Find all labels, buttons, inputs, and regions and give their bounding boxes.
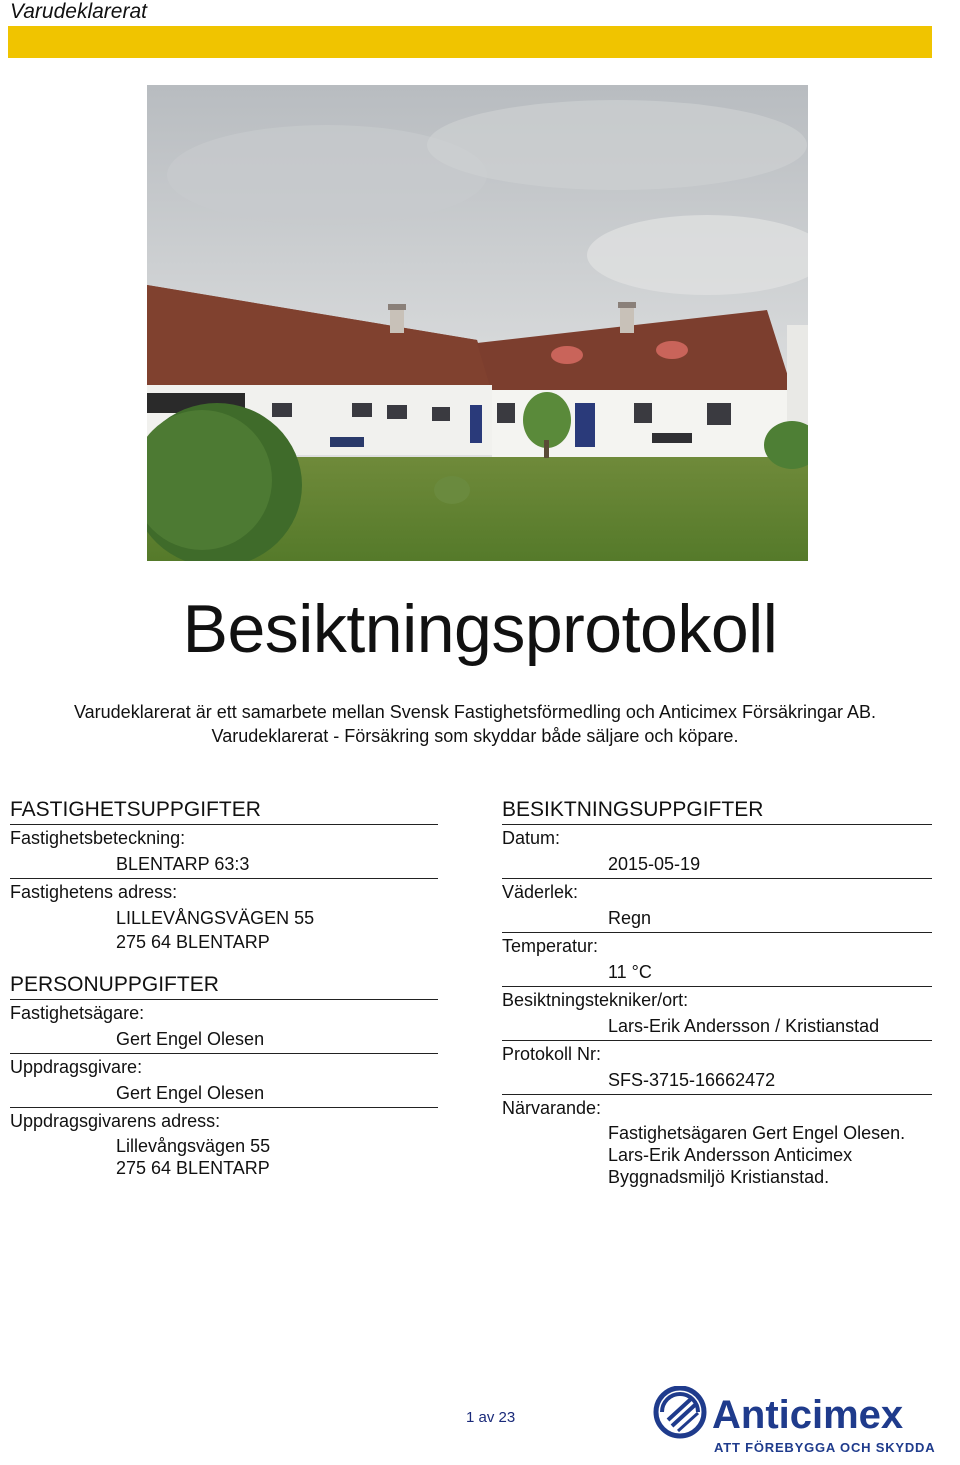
present-line-3: Byggnadsmiljö Kristianstad. [608,1167,830,1187]
client-label: Uppdragsgivare: [10,1057,143,1077]
protocol-value: SFS-3715-16662472 [608,1070,776,1090]
date-label: Datum: [502,828,561,848]
intro-text [0,700,950,748]
weather-field [502,879,932,933]
designation-label: Fastighetsbeteckning: [10,828,186,848]
present-field [502,1095,932,1190]
date-field [502,825,932,879]
intro-line-2: Varudeklarerat - Försäkring som skyddar både säljare och köpare. [211,726,739,746]
designation-value: BLENTARP 63:3 [116,854,250,874]
inspection-heading: BESIKTNINGSUPPGIFTER [502,795,932,825]
house-photo [147,85,808,561]
property-heading: FASTIGHETSUPPGIFTER [10,795,438,825]
temperature-label: Temperatur: [502,936,599,956]
logo-wordmark: Anticimex [712,1393,904,1437]
left-column [10,795,438,1181]
right-column [502,795,932,1190]
inspector-label: Besiktningstekniker/ort: [502,990,689,1010]
client-address-line-1: Lillevångsvägen 55 [116,1136,271,1156]
protocol-field [502,1041,932,1095]
inspector-field [502,987,932,1041]
anticimex-emblem-icon [656,1388,704,1436]
client-address-line-2: 275 64 BLENTARP [116,1158,270,1178]
anticimex-logo [652,1386,948,1458]
owner-label: Fastighetsägare: [10,1003,145,1023]
owner-field [10,1000,438,1054]
header-bar [8,26,932,58]
logo-tagline: ATT FÖREBYGGA OCH SKYDDA [714,1440,936,1455]
page-number: 1 av 23 [466,1409,516,1426]
protocol-label: Protokoll Nr: [502,1044,602,1064]
owner-value: Gert Engel Olesen [116,1029,265,1049]
persons-heading: PERSONUPPGIFTER [10,970,438,1000]
date-value: 2015-05-19 [608,854,701,874]
address-label: Fastighetens adress: [10,882,178,902]
temperature-value: 11 °C [608,962,652,982]
intro-line-1: Varudeklarerat är ett samarbete mellan Svensk Fastighetsförmedling och Anticimex Försäkringar AB. [73,702,877,722]
present-label: Närvarande: [502,1098,602,1118]
document-title: Besiktningsprotokoll [182,591,778,667]
present-line-1: Fastighetsägaren Gert Engel Olesen. [608,1123,906,1143]
client-value: Gert Engel Olesen [116,1083,265,1103]
present-line-2: Lars-Erik Andersson Anticimex [608,1145,853,1165]
client-field [10,1054,438,1108]
client-address-field [10,1108,438,1181]
weather-value: Regn [608,908,652,928]
weather-label: Väderlek: [502,882,579,902]
address-line-1: LILLEVÅNGSVÄGEN 55 [116,908,315,928]
address-line-2: 275 64 BLENTARP [116,932,270,952]
brand-title: Varudeklarerat [10,0,147,23]
property-address-field [10,879,438,956]
client-address-label: Uppdragsgivarens adress: [10,1111,221,1131]
temperature-field [502,933,932,987]
property-designation-field [10,825,438,879]
inspector-value: Lars-Erik Andersson / Kristianstad [608,1016,880,1036]
